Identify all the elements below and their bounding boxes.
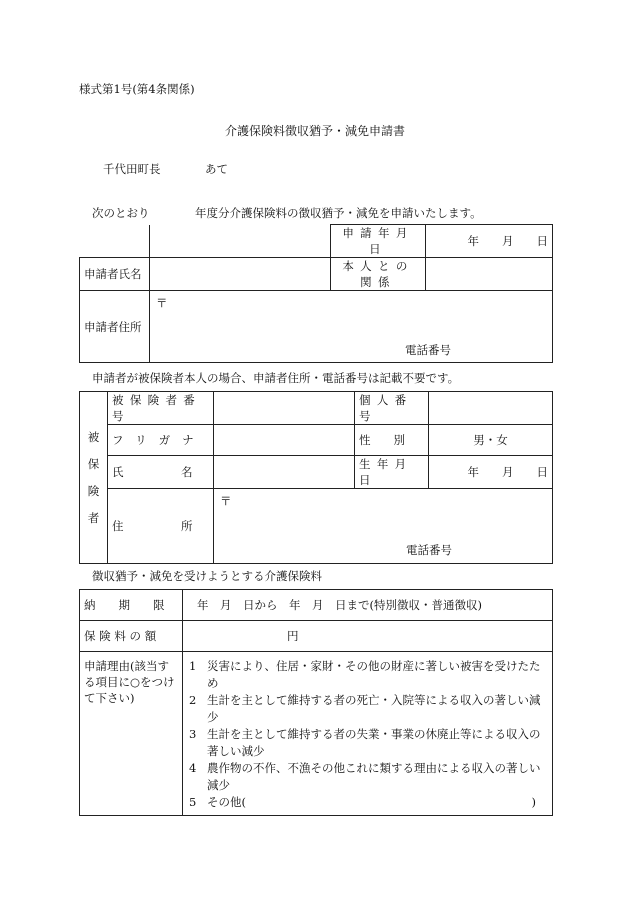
payment-period-field[interactable]: 年 月 日から 年 月 日まで(特別徴収・普通徴収) <box>183 590 553 621</box>
insured-postal-mark: 〒 <box>220 494 232 508</box>
addressee-name: 千代田町長 <box>103 162 161 176</box>
insured-side-label: 被 保 険 者 <box>80 392 108 564</box>
form-number: 様式第1号(第4条関係) <box>79 82 195 96</box>
reason-option[interactable]: 3 生計を主として維持する者の失業・事業の休廃止等による収入の著しい減少 <box>189 727 541 758</box>
application-date-field[interactable]: 年 月 日 <box>426 225 553 258</box>
applicant-note: 申請者が被保険者本人の場合、申請者住所・電話番号は記載不要です。 <box>92 371 460 385</box>
applicant-address-label: 申請者住所 <box>80 291 150 363</box>
reason-option[interactable]: 4 農作物の不作、不漁その他これに類する理由による収入の著しい減少 <box>189 761 541 792</box>
reason-option-other[interactable]: 5 その他( ) <box>189 795 536 809</box>
reason-option[interactable]: 1 災害により、住居・家財・その他の財産に著しい被害を受けたため <box>189 659 541 690</box>
intro-prefix: 次のとおり <box>92 206 150 220</box>
applicant-table <box>79 224 553 363</box>
insured-address-label: 住 所 <box>108 489 214 564</box>
premium-amount-label: 保険料の額 <box>80 621 183 652</box>
addressee-suffix: あて <box>205 162 228 176</box>
insured-phone-label: 電話番号 <box>406 543 452 557</box>
reason-label: 申請理由(該当する項目に○をつけて下さい) <box>80 652 183 816</box>
applicant-address-field[interactable] <box>150 291 553 363</box>
furigana-label: フリガナ <box>108 425 214 456</box>
page-title: 介護保険料徴収猶予・減免申請書 <box>225 124 406 138</box>
insured-name-field[interactable] <box>214 456 355 489</box>
insured-table <box>79 391 553 564</box>
relation-label: 本人との関係 <box>331 258 426 291</box>
premium-table <box>79 589 553 816</box>
postal-mark: 〒 <box>156 296 168 310</box>
applicant-name-label: 申請者氏名 <box>80 258 150 291</box>
insured-number-field[interactable] <box>214 392 355 425</box>
reason-option[interactable]: 2 生計を主として維持する者の死亡・入院等による収入の著しい減少 <box>189 693 541 724</box>
applicant-name-field[interactable] <box>150 258 331 291</box>
applicant-phone-label: 電話番号 <box>405 343 451 357</box>
birth-date-field[interactable]: 年 月 日 <box>429 456 553 489</box>
premium-amount-field[interactable] <box>183 621 553 652</box>
birth-date-label: 生年月日 <box>355 456 429 489</box>
application-date-label: 申請年月日 <box>331 225 426 258</box>
personal-number-label: 個人番号 <box>355 392 429 425</box>
premium-section-heading: 徴収猶予・減免を受けようとする介護保険料 <box>92 569 322 583</box>
insured-address-field[interactable] <box>214 489 553 564</box>
payment-deadline-label: 納 期 限 <box>80 590 183 621</box>
other-close-paren: ) <box>531 795 536 809</box>
personal-number-field[interactable] <box>429 392 553 425</box>
insured-name-label: 氏 名 <box>108 456 214 489</box>
furigana-field[interactable] <box>214 425 355 456</box>
yen-unit: 円 <box>287 629 299 643</box>
sex-label: 性 別 <box>355 425 429 456</box>
insured-number-label: 被保険者番号 <box>108 392 214 425</box>
sex-field[interactable]: 男・女 <box>429 425 553 456</box>
reason-list <box>183 652 553 816</box>
relation-field[interactable] <box>426 258 553 291</box>
intro-text: 年度分介護保険料の徴収猶予・減免を申請いたします。 <box>195 206 482 220</box>
